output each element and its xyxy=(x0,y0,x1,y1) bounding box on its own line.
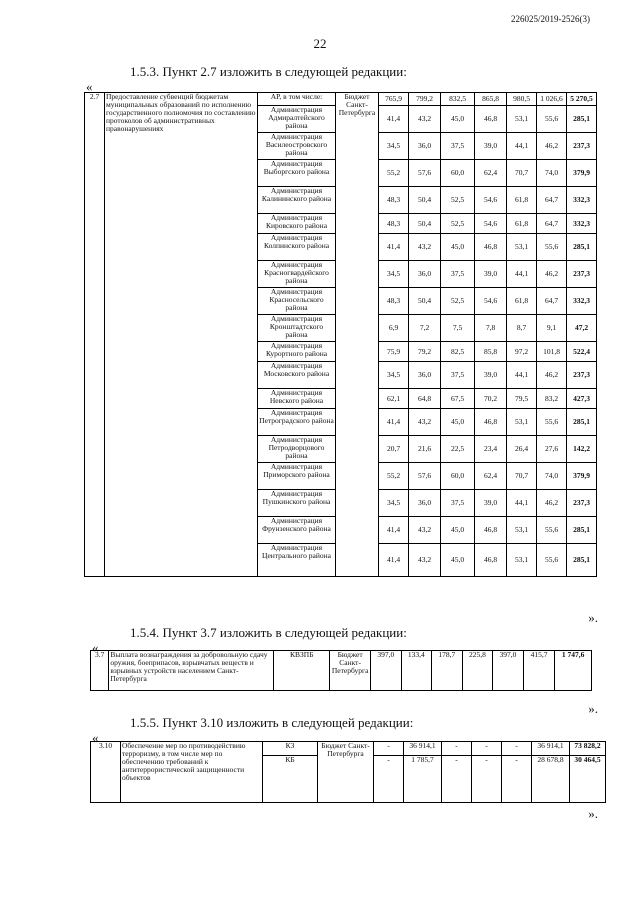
funding-source: Бюджет Санкт-Петербурга xyxy=(336,93,379,577)
value-cell: 34,5 xyxy=(379,133,409,160)
value-cell: 54,6 xyxy=(475,187,507,214)
value-cell: 43,2 xyxy=(409,234,441,261)
document-number: 226025/2019-2526(3) xyxy=(511,14,590,24)
responsible-district-admin: Администрация Василеостровского района xyxy=(258,133,336,160)
value-cell: 415,7 xyxy=(523,651,555,691)
responsible-district-admin: Администрация Пушкинского района xyxy=(258,490,336,517)
value-cell: 48,3 xyxy=(379,288,409,315)
value-cell: 54,6 xyxy=(475,214,507,234)
value-cell: 55,6 xyxy=(537,234,567,261)
total-cell: 285,1 xyxy=(567,409,597,436)
value-cell: 41,4 xyxy=(379,106,409,133)
value-cell: 980,5 xyxy=(507,93,537,106)
value-cell: 55,6 xyxy=(537,544,567,577)
value-cell: 45,0 xyxy=(441,106,475,133)
value-cell: 79,2 xyxy=(409,342,441,362)
value-cell: 36,0 xyxy=(409,362,441,389)
row-number: 2.7 xyxy=(85,93,105,577)
value-cell: 46,8 xyxy=(475,106,507,133)
value-cell: 43,2 xyxy=(409,106,441,133)
measure-description: Выплата вознаграждения за добровольную сдачу оружия, боеприпасов, взрывчатых веществ и взрывных устройств населением Санкт-Петербурга xyxy=(109,651,274,691)
total-cell: 285,1 xyxy=(567,106,597,133)
value-cell: 6,9 xyxy=(379,315,409,342)
value-cell: 54,6 xyxy=(475,288,507,315)
value-cell: 55,2 xyxy=(379,463,409,490)
responsible-org: КБ xyxy=(263,756,318,803)
open-quote-3: « xyxy=(92,730,99,745)
value-cell: 23,4 xyxy=(475,436,507,463)
value-cell: 43,2 xyxy=(409,544,441,577)
value-cell: 46,2 xyxy=(537,261,567,288)
close-quote-3: ». xyxy=(588,806,598,821)
value-cell: 46,2 xyxy=(537,133,567,160)
responsible-district-admin: Администрация Фрунзенского района xyxy=(258,517,336,544)
value-cell: 83,2 xyxy=(537,389,567,409)
value-cell: 75,9 xyxy=(379,342,409,362)
responsible-district-admin: Администрация Курортного района xyxy=(258,342,336,362)
value-cell: - xyxy=(502,756,532,803)
total-cell: 30 464,5 xyxy=(570,756,606,803)
value-cell: 46,2 xyxy=(537,362,567,389)
value-cell: 101,8 xyxy=(537,342,567,362)
value-cell: 70,7 xyxy=(507,160,537,187)
value-cell: - xyxy=(472,756,502,803)
value-cell: 7,5 xyxy=(441,315,475,342)
value-cell: 61,8 xyxy=(507,214,537,234)
close-quote-1: ». xyxy=(588,610,598,625)
value-cell: 46,8 xyxy=(475,409,507,436)
total-cell: 285,1 xyxy=(567,517,597,544)
responsible-district-admin: Администрация Колпинского района xyxy=(258,234,336,261)
total-cell: 5 270,5 xyxy=(567,93,597,106)
responsible-org: КЗ xyxy=(263,742,318,756)
value-cell: 36,0 xyxy=(409,133,441,160)
value-cell: 397,0 xyxy=(493,651,524,691)
value-cell: - xyxy=(442,756,472,803)
responsible-district-admin: Администрация Красносельского района xyxy=(258,288,336,315)
value-cell: 50,4 xyxy=(409,187,441,214)
total-cell: 427,3 xyxy=(567,389,597,409)
total-cell: 47,2 xyxy=(567,315,597,342)
value-cell: 52,5 xyxy=(441,214,475,234)
value-cell: 43,2 xyxy=(409,409,441,436)
open-quote-1: « xyxy=(86,79,93,94)
table-item-3-10 xyxy=(90,741,606,803)
value-cell: 178,7 xyxy=(432,651,463,691)
responsible-district-admin: Администрация Кировского района xyxy=(258,214,336,234)
total-cell: 73 828,2 xyxy=(570,742,606,756)
table-row xyxy=(85,93,597,106)
value-cell: 60,0 xyxy=(441,463,475,490)
total-cell: 237,3 xyxy=(567,261,597,288)
total-cell: 332,3 xyxy=(567,187,597,214)
total-cell: 142,2 xyxy=(567,436,597,463)
value-cell: 36,0 xyxy=(409,261,441,288)
value-cell: 133,4 xyxy=(401,651,432,691)
responsible-district-admin: Администрация Невского района xyxy=(258,389,336,409)
total-cell: 379,9 xyxy=(567,463,597,490)
value-cell: 55,2 xyxy=(379,160,409,187)
total-cell: 285,1 xyxy=(567,544,597,577)
total-cell: 332,3 xyxy=(567,214,597,234)
responsible-district-admin: Администрация Калининского района xyxy=(258,187,336,214)
value-cell: 799,2 xyxy=(409,93,441,106)
funding-source: Бюджет Санкт-Петербурга xyxy=(330,651,371,691)
value-cell: 55,6 xyxy=(537,517,567,544)
total-cell: 379,9 xyxy=(567,160,597,187)
table-item-2-7 xyxy=(84,92,597,577)
value-cell: 765,9 xyxy=(379,93,409,106)
responsible-district-admin: Администрация Петроградского района xyxy=(258,409,336,436)
value-cell: 45,0 xyxy=(441,409,475,436)
value-cell: 74,0 xyxy=(537,160,567,187)
value-cell: 62,4 xyxy=(475,463,507,490)
value-cell: 37,5 xyxy=(441,362,475,389)
value-cell: 46,8 xyxy=(475,517,507,544)
responsible-district-admin: Администрация Кронштадтского района xyxy=(258,315,336,342)
value-cell: 8,7 xyxy=(507,315,537,342)
value-cell: 22,5 xyxy=(441,436,475,463)
value-cell: 832,5 xyxy=(441,93,475,106)
total-cell: 237,3 xyxy=(567,362,597,389)
responsible-district-admin: Администрация Петродворцового района xyxy=(258,436,336,463)
value-cell: 34,5 xyxy=(379,362,409,389)
value-cell: 79,5 xyxy=(507,389,537,409)
value-cell: 39,0 xyxy=(475,362,507,389)
value-cell: 44,1 xyxy=(507,362,537,389)
funding-source: Бюджет Санкт-Петербурга xyxy=(318,742,374,803)
value-cell: 64,8 xyxy=(409,389,441,409)
row-number: 3.10 xyxy=(91,742,121,803)
value-cell: 48,3 xyxy=(379,214,409,234)
value-cell: 41,4 xyxy=(379,517,409,544)
value-cell: - xyxy=(442,742,472,756)
value-cell: 44,1 xyxy=(507,261,537,288)
value-cell: 36,0 xyxy=(409,490,441,517)
responsible-org: КВЗПБ xyxy=(274,651,330,691)
value-cell: 36 914,1 xyxy=(404,742,442,756)
value-cell: - xyxy=(502,742,532,756)
value-cell: 45,0 xyxy=(441,234,475,261)
value-cell: 62,4 xyxy=(475,160,507,187)
value-cell: 70,7 xyxy=(507,463,537,490)
total-cell: 237,3 xyxy=(567,133,597,160)
value-cell: 44,1 xyxy=(507,133,537,160)
close-quote-2: ». xyxy=(588,701,598,716)
value-cell: 70,2 xyxy=(475,389,507,409)
value-cell: 26,4 xyxy=(507,436,537,463)
value-cell: 48,3 xyxy=(379,187,409,214)
value-cell: 97,2 xyxy=(507,342,537,362)
value-cell: 37,5 xyxy=(441,490,475,517)
value-cell: 37,5 xyxy=(441,133,475,160)
value-cell: - xyxy=(374,742,404,756)
value-cell: 53,1 xyxy=(507,517,537,544)
section-heading-1-5-3: 1.5.3. Пункт 2.7 изложить в следующей редакции: xyxy=(130,64,407,79)
responsible-district-admin: Администрация Приморского района xyxy=(258,463,336,490)
value-cell: 36 914,1 xyxy=(532,742,570,756)
value-cell: 46,8 xyxy=(475,544,507,577)
responsible-district-admin: Администрация Выборгского района xyxy=(258,160,336,187)
value-cell: 53,1 xyxy=(507,544,537,577)
value-cell: 43,2 xyxy=(409,517,441,544)
value-cell: 62,1 xyxy=(379,389,409,409)
page-number: 22 xyxy=(313,36,327,51)
value-cell: 52,5 xyxy=(441,288,475,315)
value-cell: - xyxy=(374,756,404,803)
value-cell: 53,1 xyxy=(507,234,537,261)
value-cell: 50,4 xyxy=(409,288,441,315)
value-cell: 39,0 xyxy=(475,261,507,288)
value-cell: 55,6 xyxy=(537,106,567,133)
value-cell: 74,0 xyxy=(537,463,567,490)
value-cell: 34,5 xyxy=(379,261,409,288)
value-cell: 55,6 xyxy=(537,409,567,436)
value-cell: 20,7 xyxy=(379,436,409,463)
value-cell: 41,4 xyxy=(379,234,409,261)
total-cell: 237,3 xyxy=(567,490,597,517)
responsible-org-total: АР, в том числе: xyxy=(258,93,336,106)
value-cell: 7,2 xyxy=(409,315,441,342)
value-cell: 397,0 xyxy=(371,651,402,691)
value-cell: 57,6 xyxy=(409,463,441,490)
value-cell: 1 785,7 xyxy=(404,756,442,803)
value-cell: - xyxy=(472,742,502,756)
value-cell: 41,4 xyxy=(379,544,409,577)
total-cell: 522,4 xyxy=(567,342,597,362)
value-cell: 39,0 xyxy=(475,133,507,160)
value-cell: 7,8 xyxy=(475,315,507,342)
total-cell: 332,3 xyxy=(567,288,597,315)
value-cell: 44,1 xyxy=(507,490,537,517)
total-cell: 285,1 xyxy=(567,234,597,261)
value-cell: 39,0 xyxy=(475,490,507,517)
value-cell: 46,8 xyxy=(475,234,507,261)
value-cell: 1 026,6 xyxy=(537,93,567,106)
responsible-district-admin: Администрация Центрального района xyxy=(258,544,336,577)
row-number: 3.7 xyxy=(91,651,109,691)
value-cell: 67,5 xyxy=(441,389,475,409)
value-cell: 64,7 xyxy=(537,187,567,214)
responsible-district-admin: Администрация Красногвардейского района xyxy=(258,261,336,288)
value-cell: 9,1 xyxy=(537,315,567,342)
value-cell: 52,5 xyxy=(441,187,475,214)
table-row xyxy=(91,742,606,756)
value-cell: 21,6 xyxy=(409,436,441,463)
value-cell: 60,0 xyxy=(441,160,475,187)
value-cell: 57,6 xyxy=(409,160,441,187)
measure-description: Предоставление субвенций бюджетам муниципальных образований по исполнению государственного полномочия по составлению протоколов об административных правонарушениях xyxy=(105,93,258,577)
value-cell: 61,8 xyxy=(507,187,537,214)
table-item-3-7 xyxy=(90,650,592,691)
open-quote-2: « xyxy=(92,640,99,655)
responsible-district-admin: Администрация Московского района xyxy=(258,362,336,389)
value-cell: 41,4 xyxy=(379,409,409,436)
value-cell: 53,1 xyxy=(507,409,537,436)
value-cell: 85,8 xyxy=(475,342,507,362)
value-cell: 34,5 xyxy=(379,490,409,517)
section-heading-1-5-4: 1.5.4. Пункт 3.7 изложить в следующей редакции: xyxy=(130,625,407,640)
value-cell: 45,0 xyxy=(441,544,475,577)
value-cell: 64,7 xyxy=(537,214,567,234)
value-cell: 865,8 xyxy=(475,93,507,106)
value-cell: 37,5 xyxy=(441,261,475,288)
total-cell: 1 747,6 xyxy=(555,651,592,691)
value-cell: 27,6 xyxy=(537,436,567,463)
section-heading-1-5-5: 1.5.5. Пункт 3.10 изложить в следующей редакции: xyxy=(130,715,414,730)
value-cell: 50,4 xyxy=(409,214,441,234)
value-cell: 28 678,8 xyxy=(532,756,570,803)
value-cell: 45,0 xyxy=(441,517,475,544)
responsible-district-admin: Администрация Адмиралтейского района xyxy=(258,106,336,133)
value-cell: 82,5 xyxy=(441,342,475,362)
value-cell: 53,1 xyxy=(507,106,537,133)
value-cell: 64,7 xyxy=(537,288,567,315)
value-cell: 225,8 xyxy=(462,651,493,691)
value-cell: 46,2 xyxy=(537,490,567,517)
value-cell: 61,8 xyxy=(507,288,537,315)
measure-description: Обеспечение мер по противодействию терроризму, в том числе мер по обеспечению требований к антитеррористической защищенности объектов xyxy=(121,742,263,803)
table-row xyxy=(91,651,592,691)
